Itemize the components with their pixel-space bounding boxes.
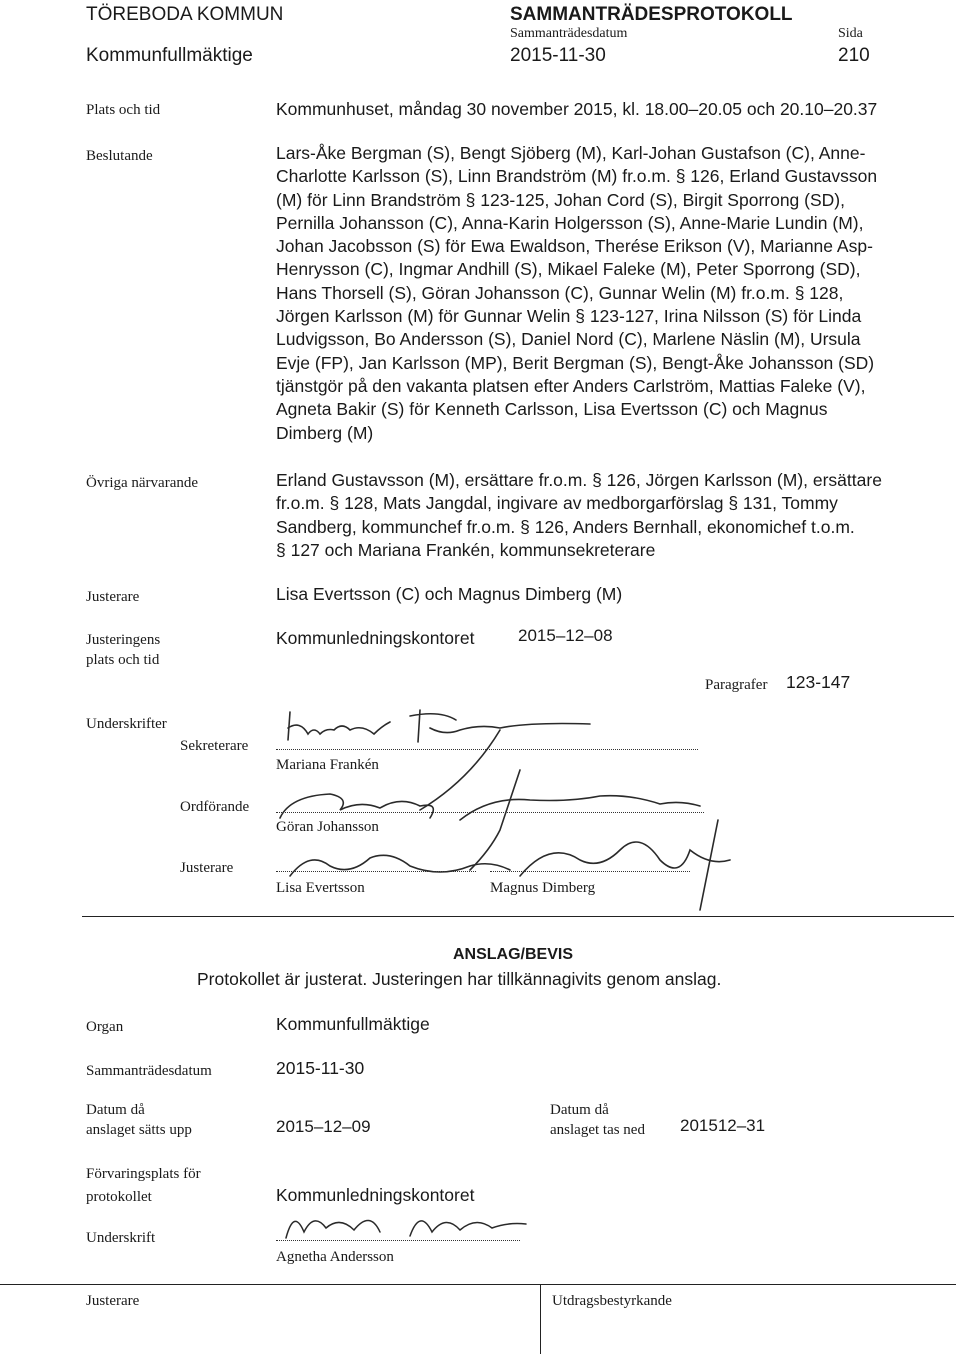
others-label: Övriga närvarande — [86, 475, 199, 491]
adjustment-place-label-2: plats och tid — [86, 652, 160, 668]
storage-label-2: protokollet — [86, 1189, 152, 1205]
adjustment-date: 2015–12–08 — [518, 626, 613, 645]
deciding-line: Jörgen Karlsson (M) för Gunnar Welin § 123-127, Irina Nilsson (S) för Linda — [276, 306, 862, 327]
deciding-line: Pernilla Johansson (C), Anna-Karin Holgersson (S), Anne-Marie Lundin (M), — [276, 212, 864, 233]
chair-label: Ordförande — [180, 799, 250, 815]
deciding-label: Beslutande — [86, 148, 153, 164]
notice-meeting-date: 2015-11-30 — [276, 1058, 365, 1078]
removed-date: 201512–31 — [680, 1116, 766, 1135]
deciding-line: Ludvigsson, Bo Andersson (S), Daniel Nord (C), Marlene Näslin (M), Ursula — [276, 329, 861, 350]
adjusters-value: Lisa Evertsson (C) och Magnus Dimberg (M) — [276, 584, 623, 604]
signer-name: Agnetha Andersson — [276, 1249, 394, 1265]
place-label: Plats och tid — [86, 102, 161, 118]
posted-date: 2015–12–09 — [276, 1117, 371, 1136]
notice-handwritten-signature — [280, 1202, 530, 1244]
deciding-line: Charlotte Karlsson (S), Linn Brandström (M) fr.o.m. § 126, Erland Gustavsson — [276, 166, 878, 187]
adjuster2-name: Magnus Dimberg — [490, 880, 596, 896]
paragraphs-value: 123-147 — [786, 672, 851, 692]
footer-adjusters-label: Justerare — [86, 1293, 140, 1309]
posted-label-1: Datum då — [86, 1102, 145, 1118]
chair-name: Göran Johansson — [276, 819, 379, 835]
council-name: Kommunfullmäktige — [86, 45, 253, 66]
adjusters-label: Justerare — [86, 589, 140, 605]
secretary-name: Mariana Frankén — [276, 757, 379, 773]
posted-label-2: anslaget sätts upp — [86, 1122, 192, 1138]
notice-meeting-date-label: Sammanträdesdatum — [86, 1063, 212, 1079]
page-number: 210 — [838, 45, 870, 66]
adjustment-place-value: Kommunledningskontoret — [276, 628, 475, 648]
deciding-line: (M) för Linn Brandström § 123-125, Johan Cord (S), Birgit Sporrong (SD), — [276, 189, 845, 210]
deciding-line: Dimberg (M) — [276, 422, 374, 443]
deciding-line: Johan Jacobsson (S) för Ewa Ewaldson, Therése Erikson (V), Marianne Asp- — [276, 236, 873, 257]
signatures-heading: Underskrifter — [86, 716, 167, 732]
footer-column-divider — [540, 1284, 541, 1354]
notice-signature-label: Underskrift — [86, 1230, 156, 1246]
organ-label: Organ — [86, 1019, 124, 1035]
storage-value: Kommunledningskontoret — [276, 1185, 475, 1205]
others-line: § 127 och Mariana Frankén, kommunsekreterare — [276, 539, 656, 560]
page-label: Sida — [838, 26, 863, 41]
paragraphs-label: Paragrafer — [705, 677, 768, 693]
meeting-date-label: Sammanträdesdatum — [510, 26, 628, 41]
removed-label-2: anslaget tas ned — [550, 1122, 645, 1138]
storage-label-1: Förvaringsplats för — [86, 1166, 201, 1182]
footer-extract-label: Utdragsbestyrkande — [552, 1293, 672, 1309]
notice-title: ANSLAG/BEVIS — [453, 946, 574, 963]
deciding-line: Evje (FP), Jan Karlsson (MP), Berit Bergman (S), Bengt-Åke Johansson (SD) — [276, 352, 875, 373]
adjuster1-name: Lisa Evertsson — [276, 880, 365, 896]
organ-value: Kommunfullmäktige — [276, 1014, 430, 1034]
meeting-date: 2015-11-30 — [510, 45, 606, 66]
deciding-line: Agneta Bakir (S) för Kenneth Carlsson, Lisa Evertsson (C) och Magnus — [276, 399, 828, 420]
section-divider — [82, 916, 954, 917]
notice-text: Protokollet är justerat. Justeringen har tillkännagivits genom anslag. — [197, 969, 722, 989]
place-value: Kommunhuset, måndag 30 november 2015, kl. 18.00–20.05 och 20.10–20.37 — [276, 99, 878, 119]
document-title: SAMMANTRÄDESPROTOKOLL — [510, 4, 793, 25]
removed-label-1: Datum då — [550, 1102, 609, 1118]
others-present — [276, 469, 882, 562]
adjustment-place-label-1: Justeringens — [86, 632, 161, 648]
footer-divider — [0, 1284, 956, 1285]
deciding-members — [276, 142, 877, 445]
deciding-line: Hans Thorsell (S), Göran Johansson (C), Gunnar Welin (M) fr.o.m. § 128, — [276, 282, 844, 303]
municipality-name: TÖREBODA KOMMUN — [86, 4, 284, 25]
adjusters-sign-label: Justerare — [180, 860, 234, 876]
deciding-line: tjänstgör på den vakanta platsen efter Anders Carlström, Mattias Faleke (V), — [276, 375, 866, 396]
handwritten-signatures — [270, 700, 750, 915]
others-line: Sandberg, kommunchef fr.o.m. § 126, Anders Bernhall, ekonomichef t.o.m. — [276, 516, 855, 537]
secretary-label: Sekreterare — [180, 738, 249, 754]
deciding-line: Henrysson (C), Ingmar Andhill (S), Mikael Faleke (M), Peter Sporrong (SD), — [276, 259, 861, 280]
others-line: Erland Gustavsson (M), ersättare fr.o.m. § 126, Jörgen Karlsson (M), ersättare — [276, 470, 882, 490]
deciding-line: Lars-Åke Bergman (S), Bengt Sjöberg (M), Karl-Johan Gustafson (C), Anne- — [276, 143, 866, 163]
others-line: fr.o.m. § 128, Mats Jangdal, ingivare av medborgarförslag § 131, Tommy — [276, 493, 838, 514]
